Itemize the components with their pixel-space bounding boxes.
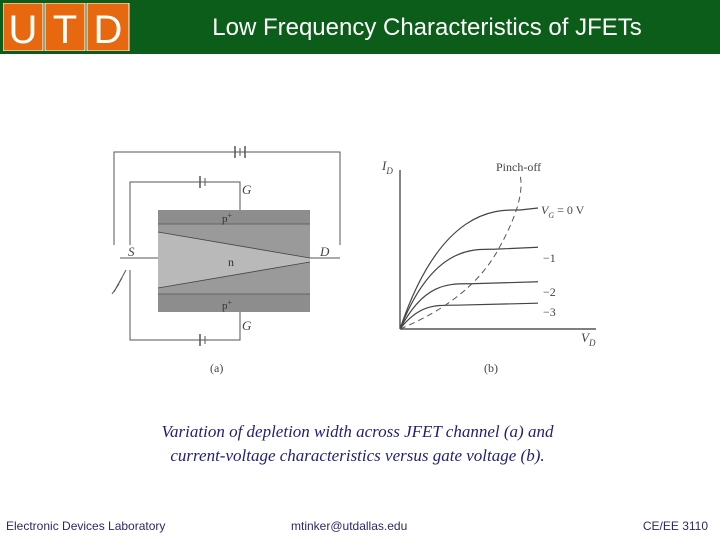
logo-letter-u: U xyxy=(8,8,38,51)
header-bar xyxy=(0,0,720,54)
gate-label-top: G xyxy=(242,182,252,197)
curve-label-minus1: −1 xyxy=(543,251,556,265)
slide-title: Low Frequency Characteristics of JFETs xyxy=(212,14,642,41)
drain-label: D xyxy=(320,244,330,259)
curve-label-minus2: −2 xyxy=(543,285,556,299)
curve-label-vg0: $V_G = 0$ V xyxy=(541,203,585,220)
footer-email: mtinker@utdallas.edu xyxy=(291,519,408,533)
iv-curves xyxy=(400,208,538,329)
gate-label-bottom: G xyxy=(242,318,252,333)
footer-lab-name: Electronic Devices Laboratory xyxy=(6,519,166,533)
p-plus-top-region xyxy=(158,210,310,224)
caption-line-1: Variation of depletion width across JFET channel (a) and xyxy=(161,422,554,441)
p-plus-bottom-label: p+ xyxy=(222,298,233,312)
pinch-off-label: Pinch-off xyxy=(496,160,542,174)
p-plus-top-label: p+ xyxy=(222,211,233,225)
pinch-off-locus xyxy=(400,175,521,329)
iv-curve-1 xyxy=(400,247,538,329)
utd-logo xyxy=(3,3,131,51)
caption-line-2: current-voltage characteristics versus gate voltage (b). xyxy=(170,446,545,465)
y-axis-label: $I_D$ xyxy=(382,158,393,176)
figure-b-label: (b) xyxy=(484,361,498,375)
footer-course-code: CE/EE 3110 xyxy=(642,519,708,533)
figure-a-label: (a) xyxy=(210,361,224,375)
n-label: n xyxy=(228,255,234,269)
logo-letter-d: D xyxy=(93,8,123,51)
source-label: S xyxy=(128,244,135,259)
jfet-figure xyxy=(100,140,620,390)
logo-letter-t: T xyxy=(52,8,78,51)
x-axis-label: $V_D$ xyxy=(581,330,596,348)
p-plus-bottom-region xyxy=(158,294,310,312)
figure-caption xyxy=(80,420,635,468)
iv-curve-3 xyxy=(400,303,538,329)
curve-label-minus3: −3 xyxy=(543,305,556,319)
